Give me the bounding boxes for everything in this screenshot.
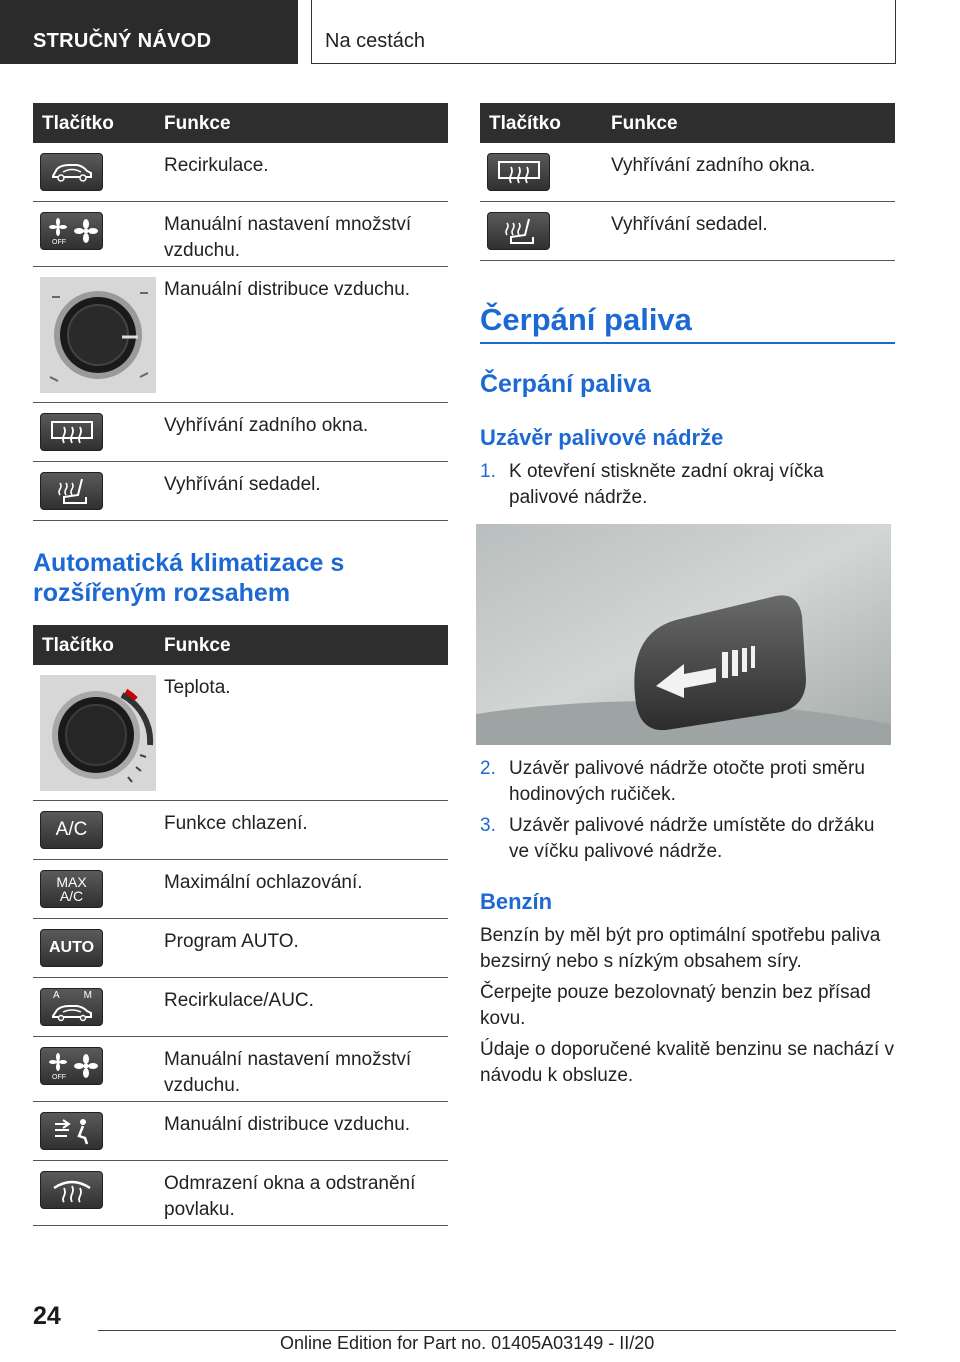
table-row [480, 202, 895, 261]
chapter-title: Na cestách [325, 30, 426, 52]
table-header [480, 103, 895, 143]
function-text: Manuální distribuce vzduchu. [157, 267, 448, 403]
subheading-petrol: Benzín [480, 889, 553, 914]
controls-table-3 [480, 103, 895, 261]
seat-heating-icon [487, 212, 550, 250]
col-function: Funkce [611, 113, 678, 134]
section-tab [0, 0, 298, 64]
table-row [33, 1037, 448, 1102]
recirculation-icon [40, 153, 103, 191]
table-row [33, 1102, 448, 1161]
col-button: Tlačítko [489, 113, 561, 134]
recirculation-auc-icon [40, 988, 103, 1026]
col-button: Tlačítko [42, 113, 114, 134]
heading-rule [480, 342, 895, 344]
table-header [33, 103, 448, 143]
ac-icon [40, 811, 103, 849]
air-distribution-icon [40, 1112, 103, 1150]
table-row [33, 462, 448, 521]
auto-label: AUTO [48, 939, 95, 956]
step-text: K otevření stiskněte zadní okraj víčka palivové nádrže. [509, 461, 824, 508]
table-row [33, 1161, 448, 1226]
rear-window-heating-icon [487, 153, 550, 191]
table-row [33, 202, 448, 267]
table-row [33, 978, 448, 1037]
table-row [480, 143, 895, 202]
fan-off-icon [40, 212, 103, 250]
function-text: Manuální nastavení množství vzduchu. [157, 202, 448, 267]
paragraph: Benzín by měl být pro optimální spotřebu paliva bezsirný nebo s nízkým obsahem síry. [480, 925, 881, 972]
rear-window-heating-icon [40, 413, 103, 451]
section-heading-auto-climate [33, 548, 344, 608]
max-label: MAX [56, 874, 87, 890]
list-item [480, 459, 896, 513]
chapter-tab [311, 0, 896, 64]
function-text: Teplota. [157, 665, 448, 801]
table-row [33, 665, 448, 801]
table-row [33, 801, 448, 860]
step-number: 1. [480, 461, 496, 482]
col-function: Funkce [164, 635, 231, 656]
subheading-refuel: Čerpání paliva [480, 370, 651, 398]
off-label: OFF [51, 1074, 66, 1081]
function-text: Recirkulace/AUC. [157, 978, 448, 1037]
table-row [33, 143, 448, 202]
function-text: Vyhřívání zadního okna. [604, 143, 895, 202]
fuel-flap-photo [476, 524, 891, 745]
table-row [33, 267, 448, 403]
function-text: Vyhřívání sedadel. [604, 202, 895, 261]
function-text: Vyhřívání sedadel. [157, 462, 448, 521]
footer-rule [98, 1330, 896, 1331]
ac-label: A/C [55, 819, 88, 840]
function-text: Manuální nastavení množství vzduchu. [157, 1037, 448, 1102]
paragraph: Čerpejte pouze bezolovnatý benzin bez přísad kovu. [480, 982, 871, 1029]
step-number: 2. [480, 758, 496, 779]
auc-a-label: A [53, 990, 60, 1001]
edition-note: Online Edition for Part no. 01405A03149 - II/20 [280, 1333, 655, 1353]
list-item [480, 756, 896, 810]
heading-refuel: Čerpání paliva [480, 302, 692, 337]
table-row [33, 403, 448, 462]
function-text: Maximální ochlazování. [157, 860, 448, 919]
table-row [33, 860, 448, 919]
fan-off-icon [40, 1047, 103, 1085]
heading-line-1: Automatická klimatizace s [33, 549, 345, 577]
function-text: Program AUTO. [157, 919, 448, 978]
col-button: Tlačítko [42, 635, 114, 656]
function-text: Manuální distribuce vzduchu. [157, 1102, 448, 1161]
temperature-knob-icon [40, 675, 156, 791]
step-text: Uzávěr palivové nádrže otočte proti směru hodinových ručiček. [509, 758, 865, 805]
air-distribution-knob-icon [40, 277, 156, 393]
section-title: STRUČNÝ NÁVOD [33, 30, 212, 52]
function-text: Vyhřívání zadního okna. [157, 403, 448, 462]
step-number: 3. [480, 815, 496, 836]
table-row [33, 919, 448, 978]
auc-m-label: M [83, 990, 92, 1001]
paragraph: Údaje o doporučené kvalitě benzinu se nachází v návodu k obsluze. [480, 1039, 895, 1086]
subheading-fuel-cap: Uzávěr palivové nádrže [480, 425, 724, 450]
max-ac-icon [40, 870, 103, 908]
step-text: Uzávěr palivové nádrže umístěte do držáku ve víčku palivové nádrže. [509, 815, 875, 862]
auto-icon [40, 929, 103, 967]
function-text: Odmrazení okna a odstranění povlaku. [157, 1161, 448, 1226]
table-header [33, 625, 448, 665]
function-text: Recirkulace. [157, 143, 448, 202]
function-text: Funkce chlazení. [157, 801, 448, 860]
list-item [480, 813, 896, 867]
defrost-icon [40, 1171, 103, 1209]
page-number: 24 [33, 1302, 61, 1330]
controls-table-2 [33, 625, 448, 1226]
col-function: Funkce [164, 113, 231, 134]
heading-line-2: rozšířeným rozsahem [33, 579, 291, 607]
ac-label: A/C [59, 888, 84, 904]
seat-heating-icon [40, 472, 103, 510]
controls-table-1 [33, 103, 448, 521]
svg-text:OFF: OFF [51, 239, 66, 246]
